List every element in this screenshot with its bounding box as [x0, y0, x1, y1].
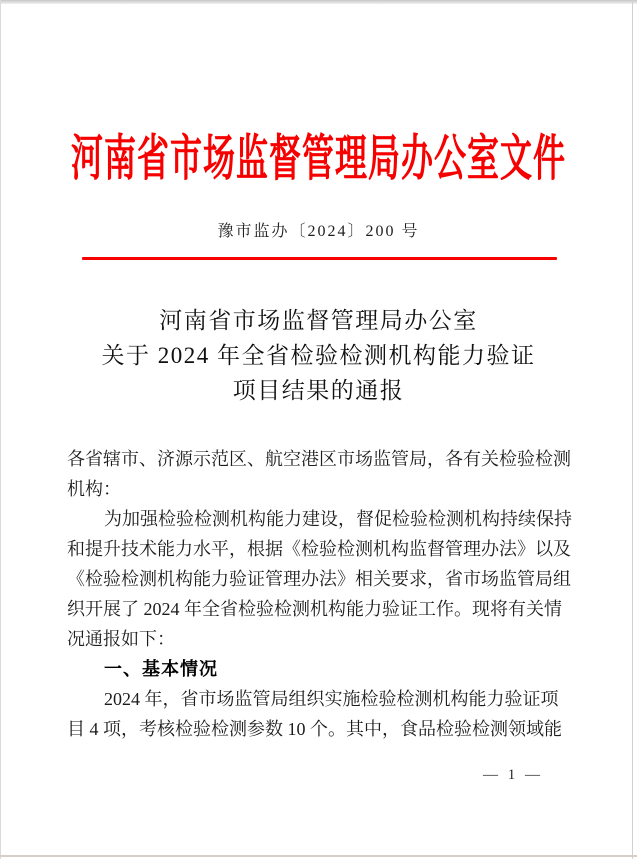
document-title-line-1: 河南省市场监督管理局办公室 [159, 308, 478, 333]
section-heading: 一、基本情况 [104, 659, 218, 679]
page-edge-top [0, 0, 637, 4]
paragraph-line: 《检验检测机构能力验证管理办法》相关要求，省市场监管局组 [67, 569, 571, 589]
page-number: — 1 — [483, 767, 543, 783]
salutation-line: 机构： [67, 479, 121, 499]
paragraph-line: 2024 年，省市场监管局组织实施检验检测机构能力验证项 [104, 689, 559, 709]
document-body [67, 444, 573, 744]
paragraph-line: 和提升技术能力水平，根据《检验检测机构监督管理办法》以及 [67, 539, 571, 559]
paragraph-line: 目 4 项，考核检验检测参数 10 个。其中，食品检验检测领域能 [67, 719, 562, 739]
document-reference-number: 豫市监办〔2024〕200 号 [217, 223, 420, 240]
page-edge-bottom [0, 855, 637, 857]
paragraph-line: 织开展了 2024 年全省检验检测机构能力验证工作。现将有关情 [67, 599, 562, 619]
page-edge-left [0, 0, 1, 859]
page-edge-right [632, 0, 633, 859]
paragraph-line: 为加强检验检测机构能力建设，督促检验检测机构持续保持 [104, 509, 572, 529]
document-title [0, 303, 637, 408]
red-separator-line [82, 257, 557, 260]
salutation-line: 各省辖市、济源示范区、航空港区市场监管局，各有关检验检测 [67, 449, 571, 469]
document-title-line-3: 项目结果的通报 [232, 378, 405, 403]
agency-letterhead-title: 河南省市场监督管理局办公室文件 [70, 129, 566, 186]
paragraph-line: 况通报如下： [67, 629, 175, 649]
document-title-line-2: 关于 2024 年全省检验检测机构能力验证 [101, 343, 536, 368]
